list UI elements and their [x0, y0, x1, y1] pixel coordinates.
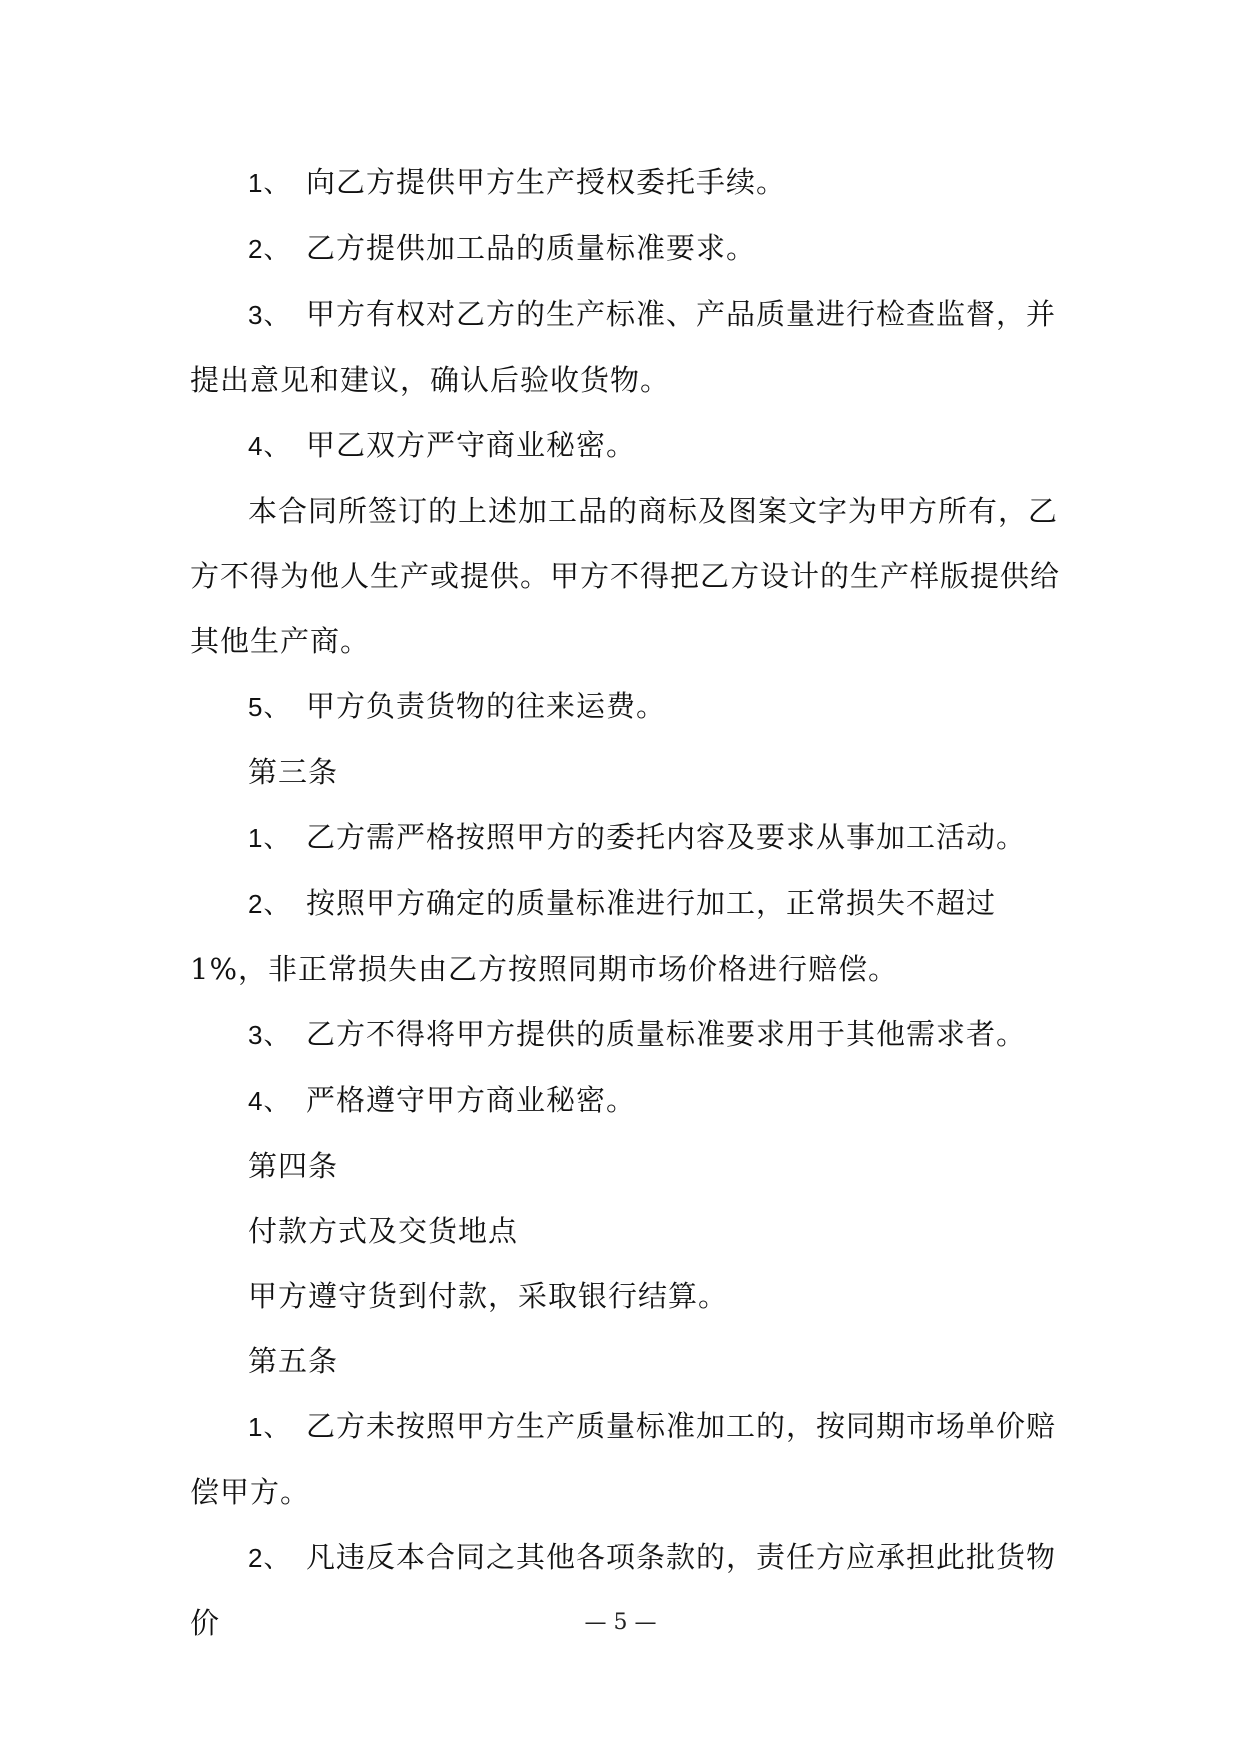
item-text: 乙方需严格按照甲方的委托内容及要求从事加工活动。 — [306, 820, 1027, 854]
item-text: 甲方有权对乙方的生产标准、产品质量进行检查监督，并提出意见和建议，确认后验收货物。 — [190, 297, 1057, 397]
list-item — [190, 282, 1070, 413]
item-number: 3、 — [248, 1020, 291, 1050]
list-item — [190, 674, 1070, 740]
item-number: 1、 — [248, 823, 291, 853]
item-text: 乙方未按照甲方生产质量标准加工的，按同期市场单价赔偿甲方。 — [190, 1409, 1057, 1509]
section-heading: 第五条 — [248, 1344, 339, 1378]
list-item — [190, 1525, 1070, 1656]
paragraph: 甲方遵守货到付款，采取银行结算。 — [248, 1279, 729, 1313]
item-number: 4、 — [248, 431, 291, 461]
item-number: 1、 — [248, 1412, 291, 1442]
item-text: 严格遵守甲方商业秘密。 — [306, 1083, 637, 1117]
list-item — [190, 805, 1070, 871]
item-text: 按照甲方确定的质量标准进行加工，正常损失不超过 1%，非正常损失由乙方按照同期市场价格进行赔偿。 — [190, 886, 997, 986]
item-text: 乙方不得将甲方提供的质量标准要求用于其他需求者。 — [306, 1017, 1027, 1051]
document-body — [190, 150, 1070, 1656]
item-number: 1、 — [248, 168, 291, 198]
list-item — [190, 413, 1070, 479]
item-number: 3、 — [248, 300, 291, 330]
list-item — [190, 150, 1070, 216]
item-text: 乙方提供加工品的质量标准要求。 — [306, 231, 757, 265]
item-text: 甲乙双方严守商业秘密。 — [306, 428, 637, 462]
page-number: — 5 — — [584, 1610, 657, 1635]
section-heading: 第三条 — [248, 755, 339, 789]
paragraph: 本合同所签订的上述加工品的商标及图案文字为甲方所有，乙方不得为他人生产或提供。甲方不得把乙方设计的生产样版提供给其他生产商。 — [190, 494, 1061, 658]
section-heading: 第四条 — [248, 1149, 339, 1183]
item-number: 2、 — [248, 234, 291, 264]
list-item — [190, 871, 1070, 1002]
list-item — [190, 1068, 1070, 1134]
paragraph: 付款方式及交货地点 — [248, 1214, 519, 1248]
item-number: 4、 — [248, 1086, 291, 1116]
item-number: 5、 — [248, 692, 291, 722]
item-number: 2、 — [248, 1543, 291, 1573]
item-text: 向乙方提供甲方生产授权委托手续。 — [306, 165, 787, 199]
item-text: 凡违反本合同之其他各项条款的，责任方应承担此批货物价 — [190, 1540, 1057, 1640]
list-item — [190, 216, 1070, 282]
item-text: 甲方负责货物的往来运费。 — [306, 689, 667, 723]
list-item — [190, 1394, 1070, 1525]
item-number: 2、 — [248, 889, 291, 919]
list-item — [190, 1002, 1070, 1068]
